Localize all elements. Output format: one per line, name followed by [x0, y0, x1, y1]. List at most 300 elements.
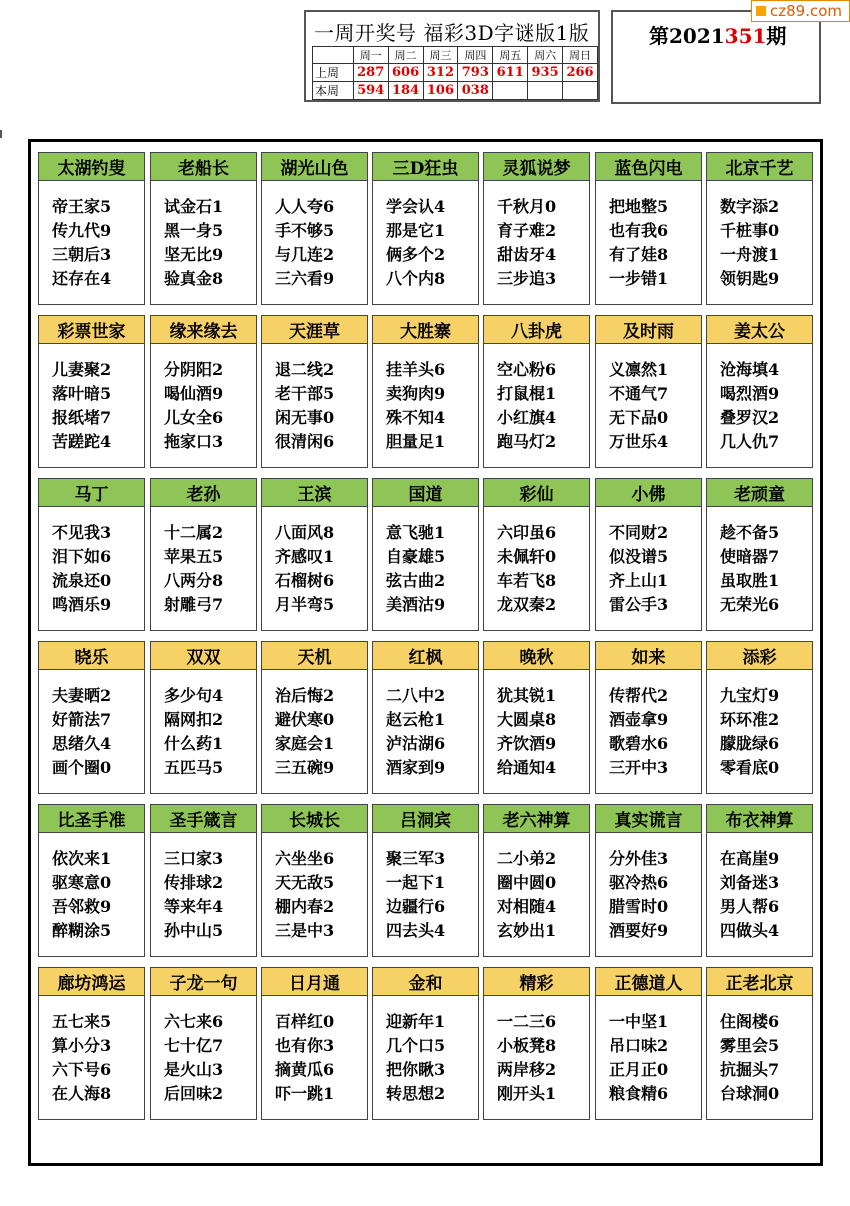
riddle-line: 酒要好9 — [609, 921, 669, 940]
riddle-line: 思绪久4 — [52, 734, 112, 753]
riddle-cell — [372, 967, 479, 1120]
riddle-lines — [497, 358, 556, 454]
issue-prefix: 第2021 — [649, 24, 725, 48]
riddle-cell — [372, 641, 479, 794]
riddle-cell — [483, 478, 590, 631]
riddle-line: 传九代9 — [52, 221, 112, 240]
issue-box — [611, 10, 821, 104]
riddle-line: 天无敌5 — [275, 873, 335, 892]
riddle-line: 五七来5 — [52, 1012, 112, 1031]
riddle-line: 聚三军3 — [386, 849, 446, 868]
left-edge-mark — [0, 130, 2, 138]
draw-results-header — [304, 10, 600, 102]
riddle-line: 坚无比9 — [164, 245, 224, 264]
riddle-line: 给通知4 — [497, 758, 557, 777]
author-tag: 北京千艺 — [707, 153, 812, 181]
riddle-line: 二八中2 — [386, 686, 446, 705]
corner-cell — [313, 47, 354, 64]
riddle-line: 车若飞8 — [497, 571, 557, 590]
riddle-grid — [28, 139, 823, 1166]
riddle-cell — [261, 152, 368, 305]
riddle-lines — [609, 684, 668, 780]
riddle-line: 犹其锐1 — [497, 686, 557, 705]
draw-number: 611 — [493, 64, 528, 82]
riddle-line: 抗掘头7 — [720, 1060, 780, 1079]
riddle-line: 人人夸6 — [275, 197, 335, 216]
riddle-line: 歌碧水6 — [609, 734, 669, 753]
author-tag: 太湖钓叟 — [39, 153, 144, 181]
draw-number: 594 — [353, 82, 388, 100]
author-tag: 天涯草 — [262, 316, 367, 344]
riddle-line: 百样红0 — [275, 1012, 335, 1031]
riddle-cell — [150, 804, 257, 957]
author-tag: 老顽童 — [707, 479, 812, 507]
riddle-line: 腊雪时0 — [609, 897, 669, 916]
riddle-cell — [706, 641, 813, 794]
riddle-cell — [372, 804, 479, 957]
riddle-line: 醉糊涂5 — [52, 921, 112, 940]
riddle-line: 喝烈酒9 — [720, 384, 780, 403]
riddle-line: 夫妻晒2 — [52, 686, 112, 705]
draw-number — [493, 82, 528, 100]
riddle-line: 七十亿7 — [164, 1036, 224, 1055]
riddle-cell — [38, 315, 145, 468]
draw-number — [528, 82, 563, 100]
riddle-line: 八个内8 — [386, 269, 446, 288]
riddle-line: 喝仙酒9 — [164, 384, 224, 403]
draw-number: 266 — [563, 64, 598, 82]
riddle-line: 四做头4 — [720, 921, 780, 940]
riddle-line: 大圆桌8 — [497, 710, 557, 729]
riddle-line: 把地整5 — [609, 197, 669, 216]
riddle-line: 泪下如6 — [52, 547, 112, 566]
riddle-line: 好箭法7 — [52, 710, 112, 729]
riddle-line: 退二线2 — [275, 360, 335, 379]
riddle-lines — [386, 521, 445, 617]
riddle-lines — [720, 195, 779, 291]
riddle-line: 十二属2 — [164, 523, 224, 542]
riddle-line: 胆量足1 — [386, 432, 446, 451]
riddle-line: 雾里会5 — [720, 1036, 780, 1055]
riddle-line: 三六看9 — [275, 269, 335, 288]
header-title: 一周开奖号 福彩3D字谜版1版 — [314, 21, 590, 45]
riddle-lines — [720, 358, 779, 454]
riddle-line: 一中坚1 — [609, 1012, 669, 1031]
riddle-lines — [720, 847, 779, 943]
riddle-lines — [386, 195, 445, 291]
riddle-cell — [150, 315, 257, 468]
riddle-lines — [609, 1010, 668, 1106]
riddle-line: 九宝灯9 — [720, 686, 780, 705]
riddle-lines — [52, 1010, 111, 1106]
author-tag: 王滨 — [262, 479, 367, 507]
riddle-line: 几个口5 — [386, 1036, 446, 1055]
riddle-cell — [38, 804, 145, 957]
author-tag: 金和 — [373, 968, 478, 996]
riddle-lines — [720, 521, 779, 617]
riddle-line: 四去头4 — [386, 921, 446, 940]
riddle-lines — [497, 195, 556, 291]
riddle-cell — [706, 804, 813, 957]
day-label: 周三 — [423, 47, 458, 64]
riddle-line: 小红旗4 — [497, 408, 557, 427]
riddle-cell — [483, 641, 590, 794]
riddle-cell — [595, 152, 702, 305]
riddle-cell — [706, 152, 813, 305]
riddle-line: 有了娃8 — [609, 245, 669, 264]
author-tag: 姜太公 — [707, 316, 812, 344]
author-tag: 湖光山色 — [262, 153, 367, 181]
riddle-line: 刚开头1 — [497, 1084, 557, 1103]
riddle-lines — [275, 684, 334, 780]
riddle-lines — [609, 195, 668, 291]
riddle-line: 边疆行6 — [386, 897, 446, 916]
riddle-lines — [164, 684, 223, 780]
riddle-line: 算小分3 — [52, 1036, 112, 1055]
riddle-line: 使暗器7 — [720, 547, 780, 566]
author-tag: 正德道人 — [596, 968, 701, 996]
riddle-line: 避伏寒0 — [275, 710, 335, 729]
riddle-line: 一起下1 — [386, 873, 446, 892]
author-tag: 三D狂虫 — [373, 153, 478, 181]
author-tag: 老六神算 — [484, 805, 589, 833]
riddle-line: 领钥匙9 — [720, 269, 780, 288]
draw-number: 184 — [388, 82, 423, 100]
riddle-lines — [52, 521, 111, 617]
riddle-line: 男人帮6 — [720, 897, 780, 916]
riddle-line: 月半弯5 — [275, 595, 335, 614]
riddle-line: 还存在4 — [52, 269, 112, 288]
riddle-lines — [164, 195, 223, 291]
riddle-lines — [497, 1010, 556, 1106]
author-tag: 八卦虎 — [484, 316, 589, 344]
day-label: 周四 — [458, 47, 493, 64]
draw-number: 038 — [458, 82, 493, 100]
riddle-cell — [372, 152, 479, 305]
riddle-cell — [38, 967, 145, 1120]
riddle-lines — [52, 847, 111, 943]
author-tag: 双双 — [151, 642, 256, 670]
author-tag: 马丁 — [39, 479, 144, 507]
draw-number: 106 — [423, 82, 458, 100]
riddle-line: 手不够5 — [275, 221, 335, 240]
riddle-cell — [38, 478, 145, 631]
riddle-lines — [609, 521, 668, 617]
this-week-label: 本周 — [313, 82, 354, 100]
riddle-line: 与几连2 — [275, 245, 335, 264]
riddle-line: 零看底0 — [720, 758, 780, 777]
author-tag: 晚秋 — [484, 642, 589, 670]
riddle-line: 等来年4 — [164, 897, 224, 916]
riddle-line: 拖家口3 — [164, 432, 224, 451]
riddle-line: 那是它1 — [386, 221, 446, 240]
riddle-lines — [52, 684, 111, 780]
riddle-line: 小板凳8 — [497, 1036, 557, 1055]
riddle-line: 甜齿牙4 — [497, 245, 557, 264]
riddle-cell — [261, 804, 368, 957]
author-tag: 天机 — [262, 642, 367, 670]
riddle-line: 齐上山1 — [609, 571, 669, 590]
riddle-line: 住阁楼6 — [720, 1012, 780, 1031]
riddle-line: 沧海填4 — [720, 360, 780, 379]
author-tag: 彩票世家 — [39, 316, 144, 344]
riddle-line: 石榴树6 — [275, 571, 335, 590]
riddle-line: 六坐坐6 — [275, 849, 335, 868]
riddle-cell — [483, 967, 590, 1120]
riddle-line: 棚内春2 — [275, 897, 335, 916]
riddle-line: 分阴阳2 — [164, 360, 224, 379]
riddle-line: 黑一身5 — [164, 221, 224, 240]
riddle-line: 六印虽6 — [497, 523, 557, 542]
author-tag: 真实谎言 — [596, 805, 701, 833]
riddle-line: 叠罗汉2 — [720, 408, 780, 427]
riddle-line: 不见我3 — [52, 523, 112, 542]
riddle-line: 很清闲6 — [275, 432, 335, 451]
riddle-line: 三是中3 — [275, 921, 335, 940]
riddle-line: 摘黄瓜6 — [275, 1060, 335, 1079]
riddle-line: 刘备迷3 — [720, 873, 780, 892]
riddle-line: 虽取胜1 — [720, 571, 780, 590]
riddle-line: 朦胧绿6 — [720, 734, 780, 753]
riddle-line: 三开中3 — [609, 758, 669, 777]
riddle-line: 后回味2 — [164, 1084, 224, 1103]
riddle-line: 也有我6 — [609, 221, 669, 240]
riddle-line: 鸣酒乐9 — [52, 595, 112, 614]
author-tag: 大胜寨 — [373, 316, 478, 344]
riddle-lines — [275, 358, 334, 454]
this-week-row — [313, 82, 598, 100]
riddle-line: 吓一跳1 — [275, 1084, 335, 1103]
riddle-line: 画个圈0 — [52, 758, 112, 777]
riddle-line: 八面风8 — [275, 523, 335, 542]
riddle-lines — [720, 1010, 779, 1106]
riddle-cell — [483, 804, 590, 957]
riddle-line: 依次来1 — [52, 849, 112, 868]
day-label: 周五 — [493, 47, 528, 64]
riddle-line: 千桩事0 — [720, 221, 780, 240]
riddle-line: 两岸移2 — [497, 1060, 557, 1079]
riddle-line: 儿妻聚2 — [52, 360, 112, 379]
draw-number: 793 — [458, 64, 493, 82]
riddle-line: 酒壶拿9 — [609, 710, 669, 729]
riddle-lines — [164, 1010, 223, 1106]
riddle-line: 把你瞅3 — [386, 1060, 446, 1079]
riddle-lines — [386, 847, 445, 943]
riddle-lines — [386, 684, 445, 780]
riddle-line: 吾邻救9 — [52, 897, 112, 916]
riddle-line: 转思想2 — [386, 1084, 446, 1103]
author-tag: 老孙 — [151, 479, 256, 507]
draw-number: 935 — [528, 64, 563, 82]
riddle-line: 跑马灯2 — [497, 432, 557, 451]
riddle-cell — [706, 967, 813, 1120]
day-label: 周六 — [528, 47, 563, 64]
riddle-cell — [595, 478, 702, 631]
riddle-line: 驱冷热6 — [609, 873, 669, 892]
riddle-line: 试金石1 — [164, 197, 224, 216]
riddle-cell — [595, 804, 702, 957]
riddle-line: 齐感叹1 — [275, 547, 335, 566]
riddle-line: 闲无事0 — [275, 408, 335, 427]
last-week-label: 上周 — [313, 64, 354, 82]
riddle-cell — [706, 478, 813, 631]
riddle-cell — [38, 641, 145, 794]
riddle-line: 多少句4 — [164, 686, 224, 705]
riddle-line: 苦蹉跎4 — [52, 432, 112, 451]
riddle-line: 报纸堵7 — [52, 408, 112, 427]
riddle-line: 似没谱5 — [609, 547, 669, 566]
riddle-line: 二小弟2 — [497, 849, 557, 868]
riddle-lines — [720, 684, 779, 780]
riddle-line: 挂羊头6 — [386, 360, 446, 379]
riddle-line: 卖狗肉9 — [386, 384, 446, 403]
riddle-line: 五匹马5 — [164, 758, 224, 777]
riddle-line: 数字添2 — [720, 197, 780, 216]
riddle-line: 不通气7 — [609, 384, 669, 403]
draw-number: 287 — [353, 64, 388, 82]
day-label: 周一 — [353, 47, 388, 64]
logo-square-icon — [756, 6, 766, 16]
riddle-cell — [595, 315, 702, 468]
riddle-line: 万世乐4 — [609, 432, 669, 451]
draw-number: 606 — [388, 64, 423, 82]
riddle-line: 台球洞0 — [720, 1084, 780, 1103]
last-week-row — [313, 64, 598, 82]
riddle-line: 老干部5 — [275, 384, 335, 403]
riddle-line: 落叶暗5 — [52, 384, 112, 403]
draw-number — [563, 82, 598, 100]
riddle-line: 意飞驰1 — [386, 523, 446, 542]
riddle-line: 弦古曲2 — [386, 571, 446, 590]
author-tag: 正老北京 — [707, 968, 812, 996]
riddle-lines — [275, 1010, 334, 1106]
riddle-cell — [150, 967, 257, 1120]
riddle-cell — [150, 152, 257, 305]
riddle-cell — [261, 967, 368, 1120]
riddle-cell — [595, 967, 702, 1120]
riddle-line: 帝王家5 — [52, 197, 112, 216]
riddle-line: 在人海8 — [52, 1084, 112, 1103]
riddle-line: 一步错1 — [609, 269, 669, 288]
weekly-results-table — [312, 46, 598, 100]
riddle-line: 环环准2 — [720, 710, 780, 729]
riddle-line: 验真金8 — [164, 269, 224, 288]
author-tag: 圣手箴言 — [151, 805, 256, 833]
riddle-lines — [609, 358, 668, 454]
riddle-cell — [261, 478, 368, 631]
riddle-line: 隔网扣2 — [164, 710, 224, 729]
riddle-line: 流泉还0 — [52, 571, 112, 590]
author-tag: 彩仙 — [484, 479, 589, 507]
draw-number: 312 — [423, 64, 458, 82]
riddle-lines — [275, 521, 334, 617]
riddle-line: 八两分8 — [164, 571, 224, 590]
author-tag: 红枫 — [373, 642, 478, 670]
issue-number — [649, 20, 786, 49]
author-tag: 老船长 — [151, 153, 256, 181]
riddle-lines — [497, 847, 556, 943]
days-row — [313, 47, 598, 64]
riddle-line: 在高崖9 — [720, 849, 780, 868]
riddle-lines — [497, 521, 556, 617]
riddle-line: 义凛然1 — [609, 360, 669, 379]
logo-text: cz89.com — [770, 2, 843, 20]
riddle-line: 酒家到9 — [386, 758, 446, 777]
riddle-cell — [595, 641, 702, 794]
riddle-cell — [38, 152, 145, 305]
riddle-line: 儿女全6 — [164, 408, 224, 427]
riddle-lines — [164, 847, 223, 943]
riddle-lines — [52, 195, 111, 291]
riddle-line: 射雕弓7 — [164, 595, 224, 614]
riddle-line: 龙双秦2 — [497, 595, 557, 614]
author-tag: 国道 — [373, 479, 478, 507]
riddle-lines — [52, 358, 111, 454]
riddle-cell — [261, 641, 368, 794]
riddle-cell — [372, 315, 479, 468]
riddle-line: 美酒沽9 — [386, 595, 446, 614]
author-tag: 蓝色闪电 — [596, 153, 701, 181]
author-tag: 晓乐 — [39, 642, 144, 670]
riddle-line: 传帮代2 — [609, 686, 669, 705]
riddle-line: 趁不备5 — [720, 523, 780, 542]
riddle-cell — [483, 152, 590, 305]
riddle-line: 传排球2 — [164, 873, 224, 892]
riddle-lines — [386, 358, 445, 454]
author-tag: 长城长 — [262, 805, 367, 833]
day-label: 周二 — [388, 47, 423, 64]
riddle-line: 打鼠棍1 — [497, 384, 557, 403]
issue-number-red: 351 — [724, 24, 767, 48]
riddle-line: 家庭会1 — [275, 734, 335, 753]
riddle-line: 齐饮酒9 — [497, 734, 557, 753]
author-tag: 精彩 — [484, 968, 589, 996]
riddle-line: 迎新年1 — [386, 1012, 446, 1031]
riddle-line: 粮食精6 — [609, 1084, 669, 1103]
riddle-lines — [275, 195, 334, 291]
author-tag: 比圣手准 — [39, 805, 144, 833]
riddle-line: 也有你3 — [275, 1036, 335, 1055]
author-tag: 日月通 — [262, 968, 367, 996]
riddle-line: 玄妙出1 — [497, 921, 557, 940]
author-tag: 及时雨 — [596, 316, 701, 344]
riddle-cell — [150, 478, 257, 631]
riddle-lines — [164, 358, 223, 454]
riddle-line: 三步追3 — [497, 269, 557, 288]
riddle-line: 三五碗9 — [275, 758, 335, 777]
riddle-line: 苹果五5 — [164, 547, 224, 566]
riddle-line: 一二三6 — [497, 1012, 557, 1031]
riddle-line: 殊不知4 — [386, 408, 446, 427]
riddle-line: 圈中圆0 — [497, 873, 557, 892]
riddle-line: 泸沽湖6 — [386, 734, 446, 753]
riddle-lines — [275, 847, 334, 943]
riddle-cell — [150, 641, 257, 794]
riddle-line: 什么药1 — [164, 734, 224, 753]
riddle-line: 孙中山5 — [164, 921, 224, 940]
author-tag: 廊坊鸿运 — [39, 968, 144, 996]
riddle-line: 三口家3 — [164, 849, 224, 868]
riddle-line: 千秋月0 — [497, 197, 557, 216]
riddle-line: 无下品0 — [609, 408, 669, 427]
riddle-lines — [164, 521, 223, 617]
riddle-cell — [261, 315, 368, 468]
riddle-line: 分外佳3 — [609, 849, 669, 868]
riddle-line: 几人仇7 — [720, 432, 780, 451]
riddle-line: 六下号6 — [52, 1060, 112, 1079]
author-tag: 添彩 — [707, 642, 812, 670]
riddle-line: 自豪雄5 — [386, 547, 446, 566]
